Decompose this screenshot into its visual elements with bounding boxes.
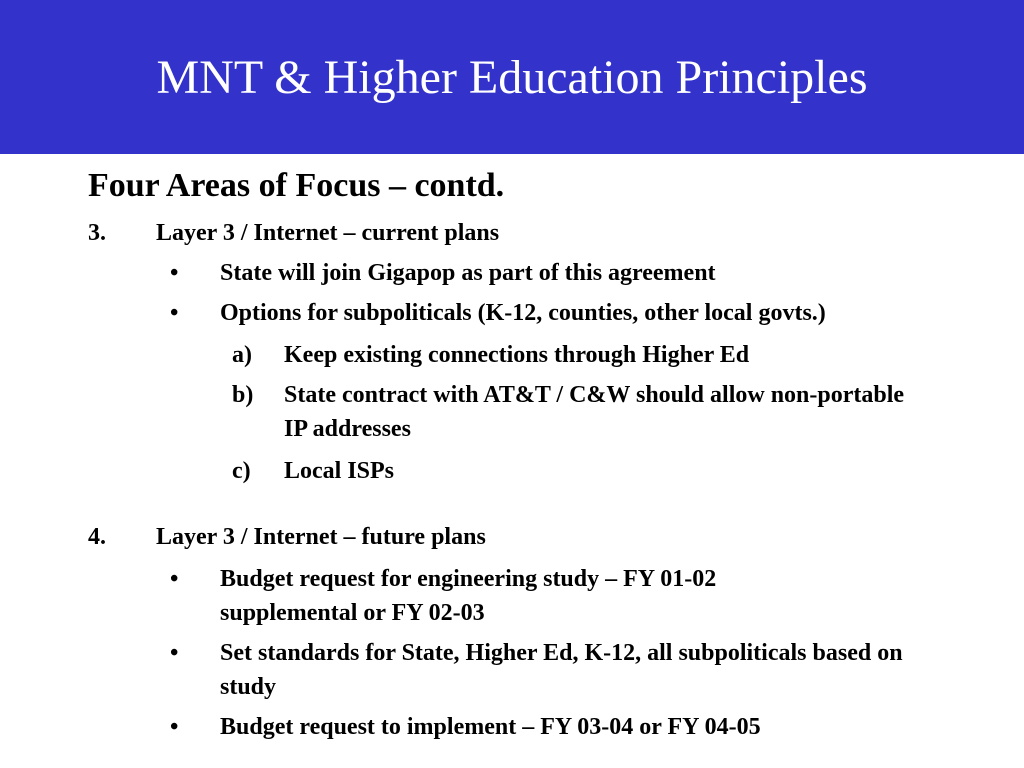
bullet-text: Options for subpoliticals (K-12, counties, other local govts.) [220, 300, 826, 326]
bullet-text: Set standards for State, Higher Ed, K-12, all subpoliticals based on study [220, 640, 903, 700]
bullet-text: Budget request for engineering study – FY 01-02 supplemental or FY 02-03 [220, 566, 717, 626]
section-heading: Layer 3 / Internet – current plans [156, 220, 500, 246]
subitem-text: Keep existing connections through Higher Ed [284, 342, 750, 368]
bullet-text: Budget request to implement – FY 03-04 or FY 04-05 [220, 714, 761, 740]
bullet-marker: • [170, 714, 179, 740]
section-number: 4. [88, 524, 106, 550]
bullet-marker: • [170, 300, 179, 326]
bullet-marker: • [170, 260, 179, 286]
section-heading: Layer 3 / Internet – future plans [156, 524, 486, 550]
bullet-marker: • [170, 640, 179, 666]
bullet-text: State will join Gigapop as part of this agreement [220, 260, 716, 286]
subitem-marker: b) [232, 382, 254, 408]
section-number: 3. [88, 220, 106, 246]
section-subtitle: Four Areas of Focus – contd. [88, 167, 505, 204]
subitem-text: Local ISPs [284, 458, 395, 484]
subitem-text: State contract with AT&T / C&W should allow non-portable IP addresses [284, 382, 905, 442]
bullet-marker: • [170, 566, 179, 592]
subitem-marker: c) [232, 458, 251, 484]
subitem-marker: a) [232, 342, 252, 368]
slide-title: MNT & Higher Education Principles [156, 51, 868, 104]
